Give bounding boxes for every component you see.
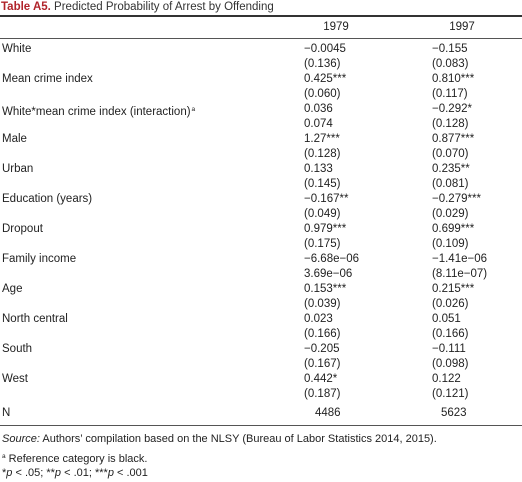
row-label — [2, 342, 32, 357]
sig-p-2: p — [54, 467, 62, 479]
cell-1979-standard-error: 0.074 — [304, 118, 333, 130]
header-rule — [0, 38, 522, 39]
cell-1979-coefficient: −6.68e−06 — [304, 253, 360, 265]
table-row-standard-error — [0, 207, 522, 222]
table-row-standard-error — [0, 117, 522, 132]
column-header-1979: 1979 — [323, 21, 349, 33]
table-row-coefficient — [0, 372, 522, 387]
column-header-1997: 1997 — [449, 21, 475, 33]
cell-1979-standard-error: (0.128) — [304, 148, 341, 160]
cell-1979-coefficient: 0.133 — [304, 163, 333, 175]
sig-stars-1: * — [2, 467, 7, 479]
row-label-text: Urban — [2, 163, 34, 175]
table-row-coefficient — [0, 72, 522, 87]
row-label-text: Education (years) — [2, 193, 93, 205]
row-label-text: Age — [2, 283, 23, 295]
sig-stars-3: *** — [95, 467, 108, 479]
source-note — [2, 432, 437, 447]
row-label — [2, 222, 43, 237]
table-row-standard-error — [0, 237, 522, 252]
cell-1997-coefficient: 0.810*** — [432, 73, 475, 85]
cell-1997-standard-error: (0.081) — [432, 178, 469, 190]
row-label — [2, 312, 68, 327]
source-text: Authors’ compilation based on the NLSY (Bureau of Labor Statistics 2014, 2015). — [39, 433, 437, 445]
significance-note — [2, 466, 148, 481]
cell-1997-coefficient: −0.111 — [432, 343, 466, 355]
cell-1979-standard-error: (0.175) — [304, 238, 341, 250]
cell-1979-coefficient: 0.036 — [304, 103, 333, 115]
row-label: N — [2, 407, 11, 419]
sig-text-3: < .001 — [113, 467, 148, 479]
cell-1979-standard-error: (0.145) — [304, 178, 341, 190]
cell-1979-coefficient: 0.442* — [304, 373, 338, 385]
source-label: Source: — [2, 433, 40, 445]
row-label-text: North central — [2, 313, 68, 325]
cell-1997-coefficient: 0.235** — [432, 163, 470, 175]
row-label — [2, 372, 28, 387]
cell-1979-standard-error: (0.039) — [304, 298, 341, 310]
cell-1979-standard-error: (0.060) — [304, 88, 341, 100]
cell-1979-standard-error: (0.187) — [304, 388, 341, 400]
cell-1979-coefficient: −0.0045 — [304, 43, 346, 55]
cell-1997-coefficient: −0.292* — [432, 103, 472, 115]
cell-1997-coefficient: 0.215*** — [432, 283, 475, 295]
row-label — [2, 42, 31, 57]
cell-1997-standard-error: (0.109) — [432, 238, 469, 250]
cell-1979: 4486 — [315, 407, 341, 419]
table-row-coefficient — [0, 342, 522, 357]
cell-1997-standard-error: (0.070) — [432, 148, 469, 160]
table-row-standard-error — [0, 147, 522, 162]
row-label-text: White*mean crime index (interaction) — [2, 106, 191, 118]
cell-1997-standard-error: (8.11e−07) — [432, 268, 488, 280]
table-row-coefficient — [0, 222, 522, 237]
cell-1979-standard-error: 3.69e−06 — [304, 268, 353, 280]
cell-1997-standard-error: (0.117) — [432, 88, 468, 100]
sig-p-1: p — [6, 467, 13, 479]
bottom-rule — [0, 425, 522, 426]
table-row-standard-error — [0, 177, 522, 192]
cell-1997-coefficient: −0.279*** — [432, 193, 481, 205]
cell-1979-standard-error: (0.136) — [304, 58, 341, 70]
table-number: Table A5. — [1, 1, 51, 13]
table-title — [1, 0, 274, 15]
table-row-n — [0, 406, 522, 421]
cell-1997-standard-error: (0.128) — [432, 118, 469, 130]
table-row-standard-error — [0, 357, 522, 372]
row-label — [2, 252, 76, 267]
row-label-text: White — [2, 43, 32, 55]
reference-text: Reference category is black. — [5, 453, 148, 465]
sig-text-2: < .01; — [61, 467, 95, 479]
table-row-standard-error — [0, 87, 522, 102]
cell-1979-coefficient: −0.167** — [304, 193, 349, 205]
cell-1997-coefficient: −1.41e−06 — [432, 253, 488, 265]
cell-1997: 5623 — [441, 407, 467, 419]
cell-1979-standard-error: (0.049) — [304, 208, 341, 220]
cell-1997-coefficient: 0.699*** — [432, 223, 475, 235]
row-label — [2, 192, 92, 207]
row-label — [2, 162, 33, 177]
table-row-coefficient — [0, 42, 522, 57]
cell-1997-standard-error: (0.083) — [432, 58, 469, 70]
top-rule — [0, 15, 522, 17]
row-label — [2, 72, 93, 87]
cell-1997-standard-error: (0.026) — [432, 298, 469, 310]
cell-1979-coefficient: 0.153*** — [304, 283, 347, 295]
table-row-coefficient — [0, 282, 522, 297]
row-label-text: South — [2, 343, 33, 355]
cell-1997-standard-error: (0.098) — [432, 358, 469, 370]
table-row-coefficient — [0, 162, 522, 177]
sig-p-3: p — [107, 467, 114, 479]
row-label-text: Dropout — [2, 223, 43, 235]
reference-marker: a — [2, 453, 6, 460]
footnote-marker: a — [191, 106, 196, 113]
table-row-coefficient — [0, 252, 522, 267]
row-label — [2, 132, 27, 147]
sig-text-1: < .05; — [12, 467, 47, 479]
cell-1997-coefficient: 0.051 — [432, 313, 461, 325]
cell-1997-coefficient: 0.122 — [432, 373, 461, 385]
reference-note — [2, 449, 147, 464]
table-caption: Predicted Probability of Arrest by Offending — [50, 1, 274, 13]
row-label — [2, 282, 22, 297]
table-row-coefficient — [0, 192, 522, 207]
cell-1979-standard-error: (0.167) — [304, 358, 341, 370]
row-label-text: Family income — [2, 253, 77, 265]
row-label-text: Male — [2, 133, 27, 145]
cell-1997-coefficient: −0.155 — [432, 43, 468, 55]
table-row-standard-error — [0, 297, 522, 312]
row-label-text: West — [2, 373, 28, 385]
table-row-coefficient — [0, 132, 522, 147]
cell-1979-coefficient: 0.979*** — [304, 223, 347, 235]
row-label-text: Mean crime index — [2, 73, 93, 85]
table-row-standard-error — [0, 267, 522, 282]
cell-1979-coefficient: −0.205 — [304, 343, 340, 355]
cell-1979-coefficient: 0.425*** — [304, 73, 347, 85]
cell-1979-coefficient: 1.27*** — [304, 133, 340, 145]
table-row-coefficient — [0, 312, 522, 327]
cell-1979-coefficient: 0.023 — [304, 313, 333, 325]
cell-1979-standard-error: (0.166) — [304, 328, 341, 340]
table-row-standard-error — [0, 327, 522, 342]
cell-1997-standard-error: (0.029) — [432, 208, 469, 220]
table-row-standard-error — [0, 57, 522, 72]
sig-stars-2: ** — [46, 467, 55, 479]
cell-1997-coefficient: 0.877*** — [432, 133, 475, 145]
cell-1997-standard-error: (0.121) — [432, 388, 469, 400]
table-row-coefficient — [0, 102, 522, 117]
cell-1997-standard-error: (0.166) — [432, 328, 469, 340]
table-row-standard-error — [0, 387, 522, 402]
